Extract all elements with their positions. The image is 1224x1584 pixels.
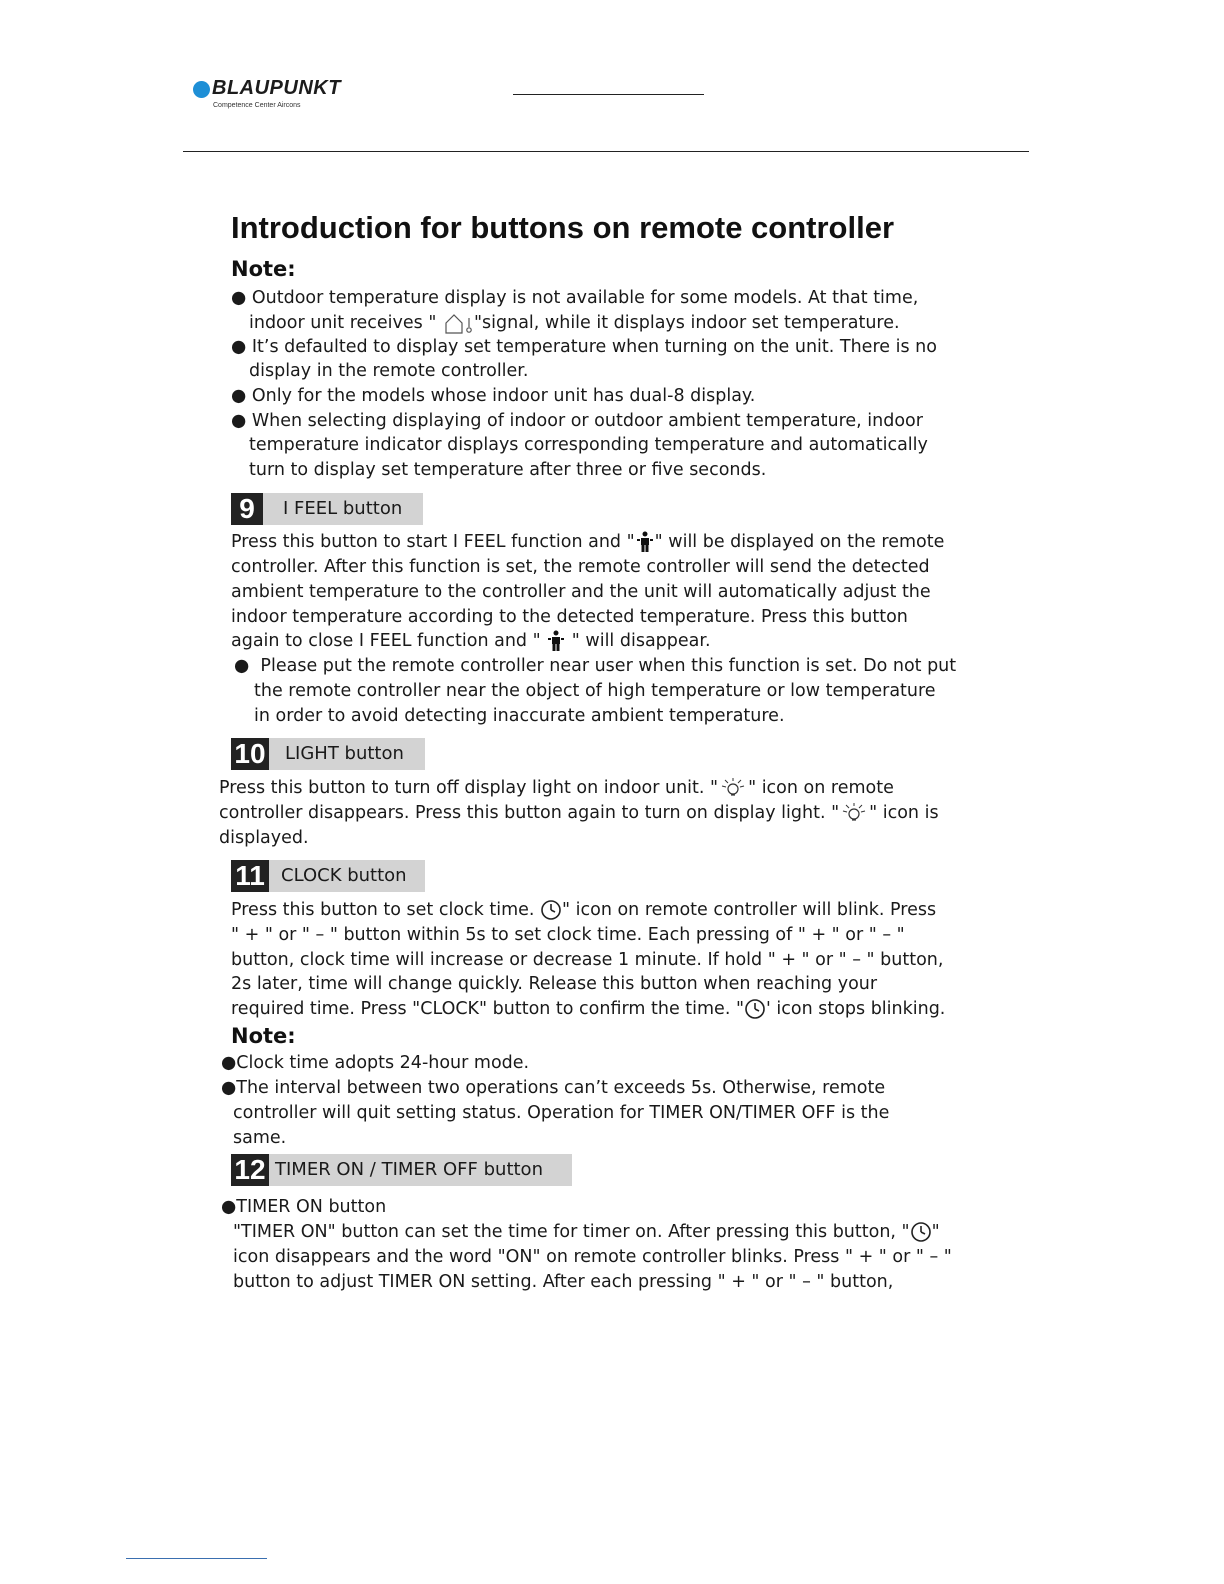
note-heading: Note: [231,1024,296,1048]
bullet-dot: ● [231,288,247,308]
i-feel-icon [546,630,566,652]
bullet-dot: ● [231,337,247,357]
bullet-dot: ● [231,411,247,431]
page-title: Introduction for buttons on remote controller [231,210,895,245]
s10-line-1: Press this button to turn off display light on indoor unit. " " icon on remote [219,778,894,798]
s9-line-2: controller. After this function is set, the remote controller will send the detected [231,557,930,577]
s11-line-5: required time. Press "CLOCK" button to confirm the time. " ' icon stops blinking. [231,999,946,1019]
house-thermometer-icon [442,310,474,336]
brand-subtitle: Competence Center Aircons [213,102,301,109]
clock-icon [910,1221,932,1243]
brand-logo: BLAUPUNKT [212,77,341,99]
s11-note-bullet-2: ●The interval between two operations can’t exceeds 5s. Otherwise, remote [221,1078,886,1098]
s11-note-bullet-2-line-2: controller will quit setting status. Operation for TIMER ON/TIMER OFF is the [233,1103,890,1123]
s11-line-1: Press this button to set clock time. " icon on remote controller will blink. Press [231,900,937,920]
s9-line-1: Press this button to start I FEEL function and " " will be displayed on the remote [231,532,945,552]
s11-line-4: 2s later, time will change quickly. Release this button when reaching your [231,974,878,994]
note-bullet-2-line-2: display in the remote controller. [249,361,529,381]
footer-link-rule [126,1558,267,1559]
s12-line-2: icon disappears and the word "ON" on remote controller blinks. Press " + " or " – " [233,1247,952,1267]
brand-logo-dot [193,81,210,98]
s9-bullet-line-3: in order to avoid detecting inaccurate ambient temperature. [254,706,785,726]
section-number: 9 [231,493,263,525]
bullet-dot: ● [221,1053,237,1073]
note-heading: Note: [231,257,296,281]
note-bullet-3: ● Only for the models whose indoor unit has dual-8 display. [231,386,756,406]
s11-note-bullet-2-line-3: same. [233,1128,287,1148]
header-rule [183,151,1029,152]
section-title: TIMER ON / TIMER OFF button [275,1159,543,1180]
s12-bullet: ●TIMER ON button [221,1197,387,1217]
i-feel-icon [635,531,655,553]
bullet-dot: ● [231,386,247,406]
section-10-header [231,738,425,770]
s9-line-3: ambient temperature to the controller and the unit will automatically adjust the [231,582,931,602]
light-bulb-icon [718,776,748,800]
note-bullet-1: ● Outdoor temperature display is not available for some models. At that time, [231,288,919,308]
note-bullet-1-line-2: indoor unit receives " "signal, while it displays indoor set temperature. [249,310,900,336]
s12-line-1: "TIMER ON" button can set the time for timer on. After pressing this button, " " [233,1222,940,1242]
section-11-header [231,860,425,892]
s11-line-3: button, clock time will increase or decrease 1 minute. If hold " + " or " – " button, [231,950,944,970]
bullet-dot: ● [221,1197,237,1217]
section-number: 12 [231,1154,269,1186]
section-number: 11 [231,860,269,892]
s10-line-3: displayed. [219,828,309,848]
note-bullet-4-line-2: temperature indicator displays corresponding temperature and automatically [249,435,928,455]
s9-bullet-line-2: the remote controller near the object of high temperature or low temperature [254,681,936,701]
light-bulb-icon [839,801,869,825]
clock-icon [744,998,766,1020]
note-bullet-4: ● When selecting displaying of indoor or outdoor ambient temperature, indoor [231,411,923,431]
s9-line-5: again to close I FEEL function and " " will disappear. [231,631,711,651]
section-12-header [231,1154,572,1186]
s10-line-2: controller disappears. Press this button again to turn on display light. " " icon is [219,803,939,823]
section-title: I FEEL button [283,498,403,519]
s11-line-2: " + " or " – " button within 5s to set clock time. Each pressing of " + " or " – " [231,925,905,945]
section-9-header [231,493,423,525]
s9-line-4: indoor temperature according to the detected temperature. Press this button [231,607,908,627]
note-bullet-4-line-3: turn to display set temperature after three or five seconds. [249,460,767,480]
s9-bullet: ● Please put the remote controller near user when this function is set. Do not put [234,656,957,676]
s12-line-3: button to adjust TIMER ON setting. After each pressing " + " or " – " button, [233,1272,894,1292]
s11-note-bullet-1: ●Clock time adopts 24-hour mode. [221,1053,530,1073]
note-bullet-2: ● It’s defaulted to display set temperature when turning on the unit. There is no [231,337,937,357]
section-title: CLOCK button [281,865,407,886]
section-number: 10 [231,738,269,770]
bullet-dot: ● [221,1078,237,1098]
header-short-rule [513,94,704,95]
clock-icon [540,899,562,921]
bullet-dot: ● [234,656,250,676]
section-title: LIGHT button [285,743,404,764]
